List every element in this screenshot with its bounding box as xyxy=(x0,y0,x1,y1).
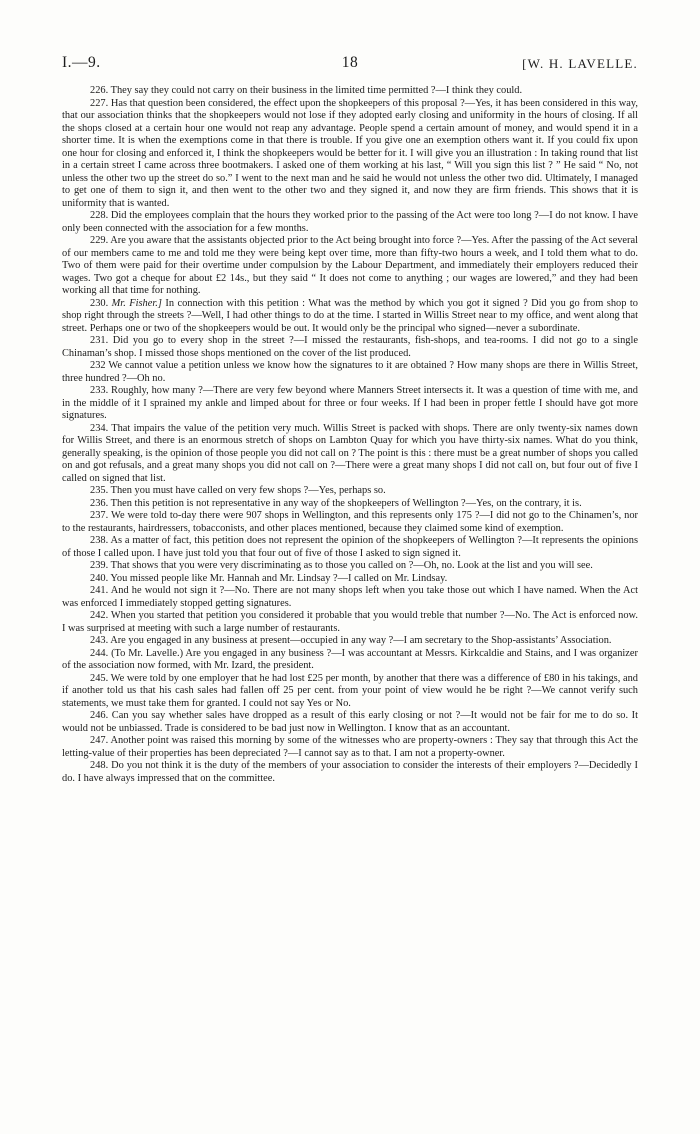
question-text: Are you aware that the assistants objected prior to the Act being brought into force ?—Yes. After the passing of the Act several of our members came to me and told me they were being kept over time, more than fifty-two hours a week, and I told them what to do. Two of them were paid for their overtime under compulsion by the Labour Department, and immediately their employers reduced their wages. Two got a cheque for about £2 14s., but they said “ It does not come to anything ; our wages are lowered,” and they had been working all that time for nothing. xyxy=(62,235,638,296)
question-number: 237. xyxy=(90,510,109,521)
question-paragraph xyxy=(62,485,638,498)
question-number: 228. xyxy=(90,210,109,221)
question-paragraph xyxy=(62,535,638,560)
question-paragraph xyxy=(62,573,638,586)
question-number: 241. xyxy=(90,585,109,596)
question-text: Did the employees complain that the hours they worked prior to the passing of the Act were too long ?—I do not know. I have only been connected with the association for a few months. xyxy=(62,210,638,234)
question-paragraph xyxy=(62,298,638,336)
question-text: Did you go to every shop in the street ?—I missed the restaurants, fish-shops, and tea-rooms. I did not go to a single Chinaman’s shop. I missed those shops mentioned on the cover of the list produced. xyxy=(62,335,638,359)
question-text: We cannot value a petition unless we know how the signatures to it are obtained ? How many shops are there in Willis Street, three hundred ?—Oh no. xyxy=(62,360,638,384)
question-paragraph xyxy=(62,360,638,385)
question-paragraph xyxy=(62,673,638,711)
question-text: Do you not think it is the duty of the members of your association to consider the interests of their employers ?—Decidedly I do. I have always impressed that on the committee. xyxy=(62,760,638,784)
question-paragraph xyxy=(62,710,638,735)
question-paragraph xyxy=(62,585,638,610)
question-number: 226. xyxy=(90,85,109,96)
question-text: They say they could not carry on their business in the limited time permitted ?—I think they could. xyxy=(110,85,523,96)
question-number: 244. xyxy=(90,647,109,659)
question-paragraph xyxy=(62,610,638,635)
question-paragraph xyxy=(62,648,638,673)
question-text: That shows that you were very discriminating as to those you called on ?—Oh, no. Look at the list and you will see. xyxy=(110,560,593,571)
evidence-text xyxy=(62,85,638,785)
question-text: And he would not sign it ?—No. There are not many shops left when you take those out which I have named. When the Act was enforced I immediately stopped getting signatures. xyxy=(62,585,638,609)
question-text: Then this petition is not representative in any way of the shopkeepers of Wellington ?—Yes, on the contrary, it is. xyxy=(110,497,582,509)
question-paragraph xyxy=(62,735,638,760)
question-number: 248. xyxy=(90,760,109,771)
page-header xyxy=(62,54,638,76)
question-paragraph xyxy=(62,510,638,535)
question-text: Can you say whether sales have dropped as a result of this early closing or not ?—It would not be fair for me to do so. It would not be unbiassed. Trade is considered to be bad just now in Wellington. I know that as an accountant. xyxy=(62,710,638,734)
question-text: As a matter of fact, this petition does not represent the opinion of the shopkeepers of Wellington ?—It represents the opinions of those I called upon. I have just told you that four out of five of those I asked to sign signed it. xyxy=(62,535,638,559)
question-number: 238. xyxy=(90,535,109,546)
question-number: 239. xyxy=(90,560,109,571)
page-number: 18 xyxy=(341,54,359,71)
question-number: 233. xyxy=(90,385,109,396)
question-number: 229. xyxy=(90,235,109,246)
question-number: 234. xyxy=(90,422,109,434)
question-text: Has that question been considered, the effect upon the shopkeepers of this proposal ?—Yes, it has been considered in this way, that our association thinks that the shopkeepers would not lose if they adopted early closing and uniformity in the hours of closing. If all the shops closed at a certain hour one would not reap any advantage. People spend a certain amount of money, and would spend it in a shorter time. It is when the exemptions come in that there is trouble. If you give one an exemption others want it. If you could fix upon one hour for closing and enforced it, I think the shopkeepers would be better for it. I will give you an illustration : In taking round that list in a certain street I came across three bootmakers. I asked one of them working at his last, “ Will you sign this list ? ” He said “ No, not unless the other two up the street do so.” I went to the next man and he said he would not unless the other two did. Ultimately, I managed to get one of them to sign it, and then went to the other two and they signed it, and now they are firm friends. This shows that it is uniformity that is wanted. xyxy=(62,97,638,209)
question-paragraph xyxy=(62,85,638,98)
question-text: Roughly, how many ?—There are very few beyond where Manners Street intersects it. It was a question of time with me, and in the middle of it I sprained my ankle and limped about for three or four weeks. If I had been in proper fettle I should have got more signatures. xyxy=(62,385,638,421)
question-text: Then you must have called on very few shops ?—Yes, perhaps so. xyxy=(110,485,386,496)
question-text: (To Mr. Lavelle.) Are you engaged in any business ?—I was accountant at Messrs. Kirkcaldie and Stains, and I was organizer of the association now formed, with Mr. Izard, the president. xyxy=(62,647,638,671)
question-paragraph xyxy=(62,335,638,360)
question-number: 245. xyxy=(90,672,109,684)
question-text: Are you engaged in any business at present—occupied in any way ?—I am secretary to the Shop-assistants’ Association. xyxy=(110,635,612,646)
question-number: 246. xyxy=(90,710,109,721)
question-text: In connection with this petition : What was the method by which you got it signed ? Did you go from shop to shop right through the streets ?—Well, I had other things to do at the time. I started in Willis Street near to my office, and went along that street. Perhaps one or two of the shopkeepers would be out. It would only be the principal who signed—never a subordinate. xyxy=(62,297,638,334)
question-paragraph xyxy=(62,760,638,785)
question-paragraph xyxy=(62,210,638,235)
question-number: 247. xyxy=(90,735,109,746)
question-text: You missed people like Mr. Hannah and Mr. Lindsay ?—I called on Mr. Lindsay. xyxy=(110,572,448,584)
witness-name: [W. H. LAVELLE. xyxy=(522,56,638,71)
question-text: When you started that petition you considered it probable that you would treble that number ?—No. The Act is enforced now. I was surprised at meeting with such a large number of restaurants. xyxy=(62,610,638,634)
paper-reference: I.—9. xyxy=(62,54,101,71)
question-text: That impairs the value of the petition very much. Willis Street is packed with shops. There are only twenty-six names down for Willis Street, and there is an enormous stretch of shops on Lambton Quay for which you have thirty-six names. What do you think, generally speaking, is the opinion of those people you did not call on ? The point is this : there must be a great number of shops you called on and got refusals, and a great many shops you did not call on ?—There were a great many shops I did not call on, but four out of five I called on signed that list. xyxy=(62,422,638,484)
question-text: We were told by one employer that he had lost £25 per month, by another that there was a difference of £80 in his takings, and if another told us that his cash sales had fallen off 25 per cent. from your point of view would he be right ?—We cannot verify such statements, we must take them for granted. I could not say Yes or No. xyxy=(62,672,638,709)
question-paragraph xyxy=(62,385,638,423)
question-number: 231. xyxy=(90,335,109,346)
question-paragraph xyxy=(62,560,638,573)
questioner-name: Mr. Fisher.] xyxy=(111,297,162,309)
question-number: 236. xyxy=(90,497,109,509)
question-number: 227. xyxy=(90,97,109,109)
question-text: Another point was raised this morning by some of the witnesses who are property-owners : They say that through this Act the letting-value of their properties has been depreciated ?—I cannot say as to that. I am not a property-owner. xyxy=(62,735,638,759)
question-paragraph xyxy=(62,498,638,511)
question-paragraph xyxy=(62,423,638,486)
question-paragraph xyxy=(62,635,638,648)
question-number: 232 xyxy=(90,360,106,371)
question-number: 243. xyxy=(90,635,109,646)
question-text: We were told to-day there were 907 shops in Wellington, and this represents only 175 ?—I did not go to the Chinamen’s, nor to the restaurants, hairdressers, tobacconists, and other places mentioned, because they claimed some kind of exemption. xyxy=(62,510,638,534)
question-number: 235. xyxy=(90,485,109,496)
question-number: 242. xyxy=(90,610,109,621)
question-number: 240. xyxy=(90,572,109,584)
question-number: 230. xyxy=(90,297,109,309)
question-paragraph xyxy=(62,98,638,211)
question-paragraph xyxy=(62,235,638,298)
